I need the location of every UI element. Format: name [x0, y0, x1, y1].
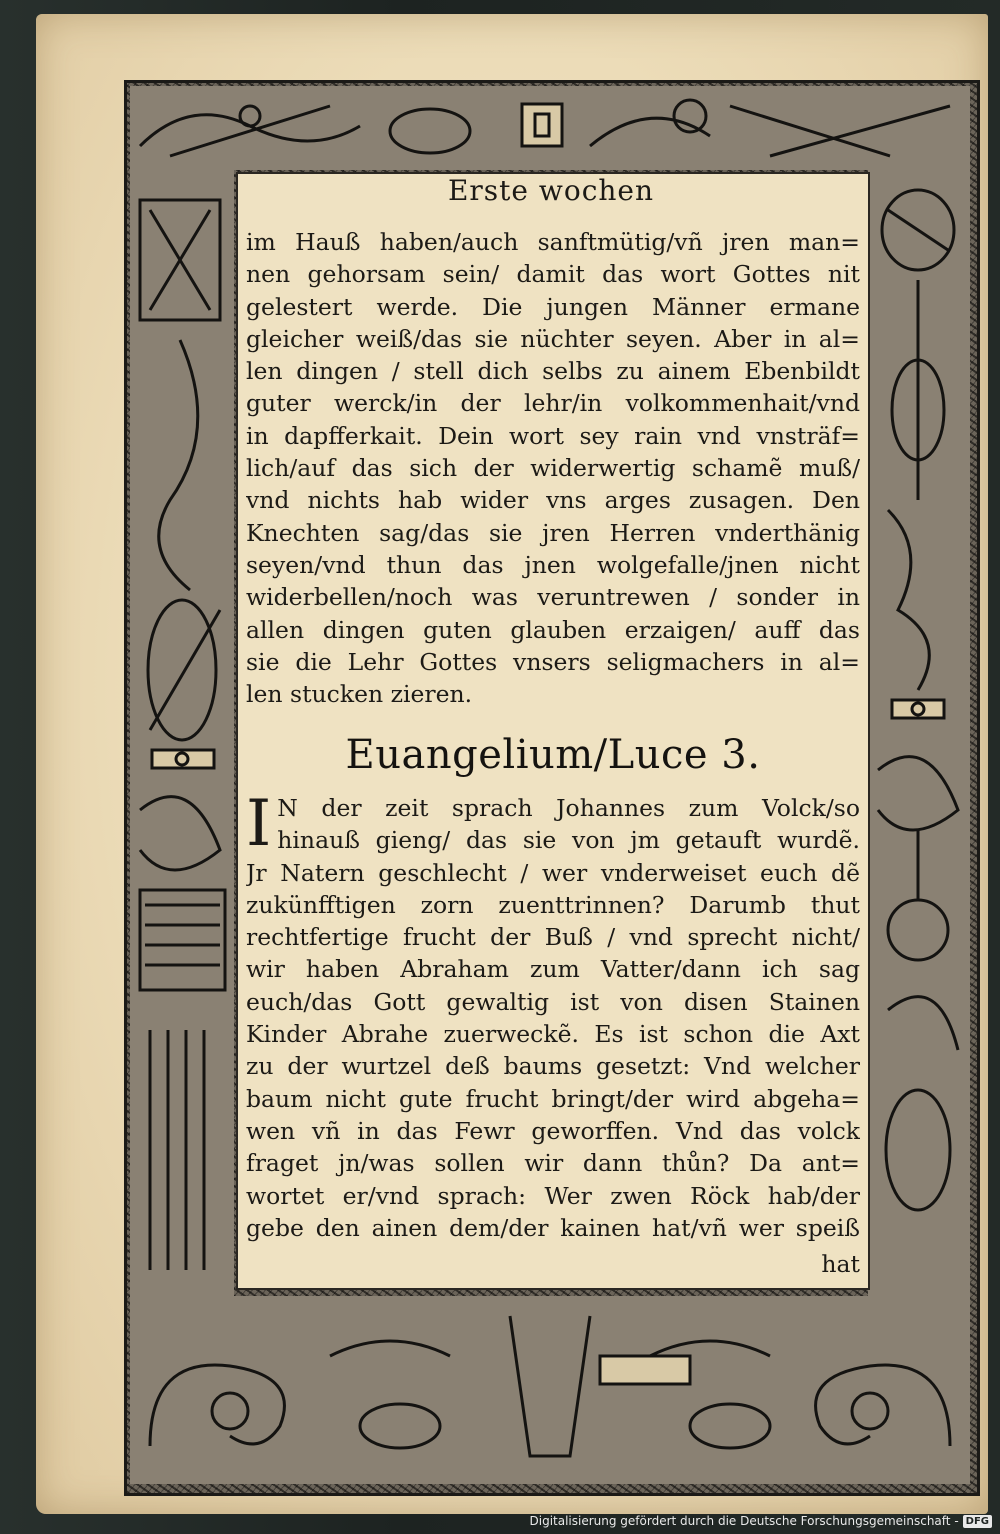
- text-line: sie die Lehr Gottes vnsers seligmachers in al=: [246, 647, 860, 676]
- text-line: baum nicht gute frucht bringt/der wird abgeha=: [246, 1084, 860, 1113]
- digitization-credit: [530, 1514, 993, 1528]
- text-line: im Hauß haben/auch sanftmütig/vñ jren man=: [246, 228, 860, 256]
- text-line: wir haben Abraham zum Vatter/dann ich sag: [246, 955, 860, 984]
- text-line: len dingen / stell dich selbs zu ainem Ebenbildt: [246, 357, 860, 386]
- text-line: N der zeit sprach Johannes zum Volck/so: [277, 794, 860, 822]
- text-line: zukünfftigen zorn zuenttrinnen? Darumb thut: [246, 890, 860, 919]
- text-line: lich/auf das sich der widerwertig schamẽ muß/: [246, 454, 860, 483]
- text-line: gleicher weiß/das sie nüchter seyen. Aber in al=: [246, 324, 860, 353]
- text-line: guter werck/in der lehr/in volkommenhait/vnd: [246, 389, 860, 418]
- text-line: Kinder Abrahe zuerweckẽ. Es ist schon die Axt: [246, 1020, 860, 1049]
- text-line: wen vñ in das Fewr geworffen. Vnd das volck: [246, 1116, 860, 1145]
- text-line: wortet er/vnd sprach: Wer zwen Röck hab/der: [246, 1181, 860, 1210]
- credit-text: Digitalisierung gefördert durch die Deutsche Forschungsgemeinschaft -: [529, 1514, 959, 1528]
- epistle-text: [246, 226, 860, 710]
- left-border-ornament: [130, 170, 234, 1296]
- text-line: nen gehorsam sein/ damit das wort Gottes nit: [246, 260, 860, 289]
- text-line: rechtfertige frucht der Buß / vnd sprecht nicht/: [246, 923, 860, 952]
- text-line: vnd nichts hab wider vns arges zusagen. Den: [246, 486, 860, 515]
- text-line: Jr Natern geschlecht / wer vnderweiset euch dẽ: [246, 858, 860, 887]
- text-line: in dapfferkait. Dein wort sey rain vnd vnsträf=: [246, 421, 860, 450]
- bottom-border-ornament: [130, 1296, 970, 1484]
- drop-cap: I: [246, 787, 272, 861]
- running-head: Erste wochen: [447, 174, 655, 207]
- gospel-text: [246, 787, 860, 1244]
- text-line: len stucken zieren.: [246, 680, 473, 709]
- gospel-heading: Euangelium/Luce 3.: [345, 732, 761, 778]
- text-line: fraget jn/was sollen wir dann thůn? Da ant=: [246, 1149, 860, 1178]
- text-line: euch/das Gott gewaltig ist von disen Stainen: [246, 987, 860, 1016]
- text-line: seyen/vnd thun das jnen wolgefalle/jnen nicht: [246, 550, 860, 579]
- text-line: widerbellen/noch was veruntrewen / sonder in: [246, 583, 860, 612]
- text-line: Knechten sag/das sie jren Herren vnderthänig: [246, 518, 860, 547]
- text-line: zu der wurtzel deß baums gesetzt: Vnd welcher: [246, 1052, 860, 1081]
- right-border-ornament: [868, 170, 970, 1296]
- catchword: hat: [821, 1250, 860, 1278]
- top-border-ornament: [130, 86, 970, 170]
- text-line: gebe den ainen dem/der kainen hat/vñ wer speiß: [246, 1213, 860, 1242]
- text-line: allen dingen guten glauben erzaigen/ auff das: [246, 615, 860, 644]
- text-line: gelestert werde. Die jungen Männer ermane: [246, 292, 860, 321]
- dfg-logo: DFG: [963, 1515, 992, 1528]
- text-line: hinauß gieng/ das sie von jm getauft wurdẽ.: [277, 826, 860, 855]
